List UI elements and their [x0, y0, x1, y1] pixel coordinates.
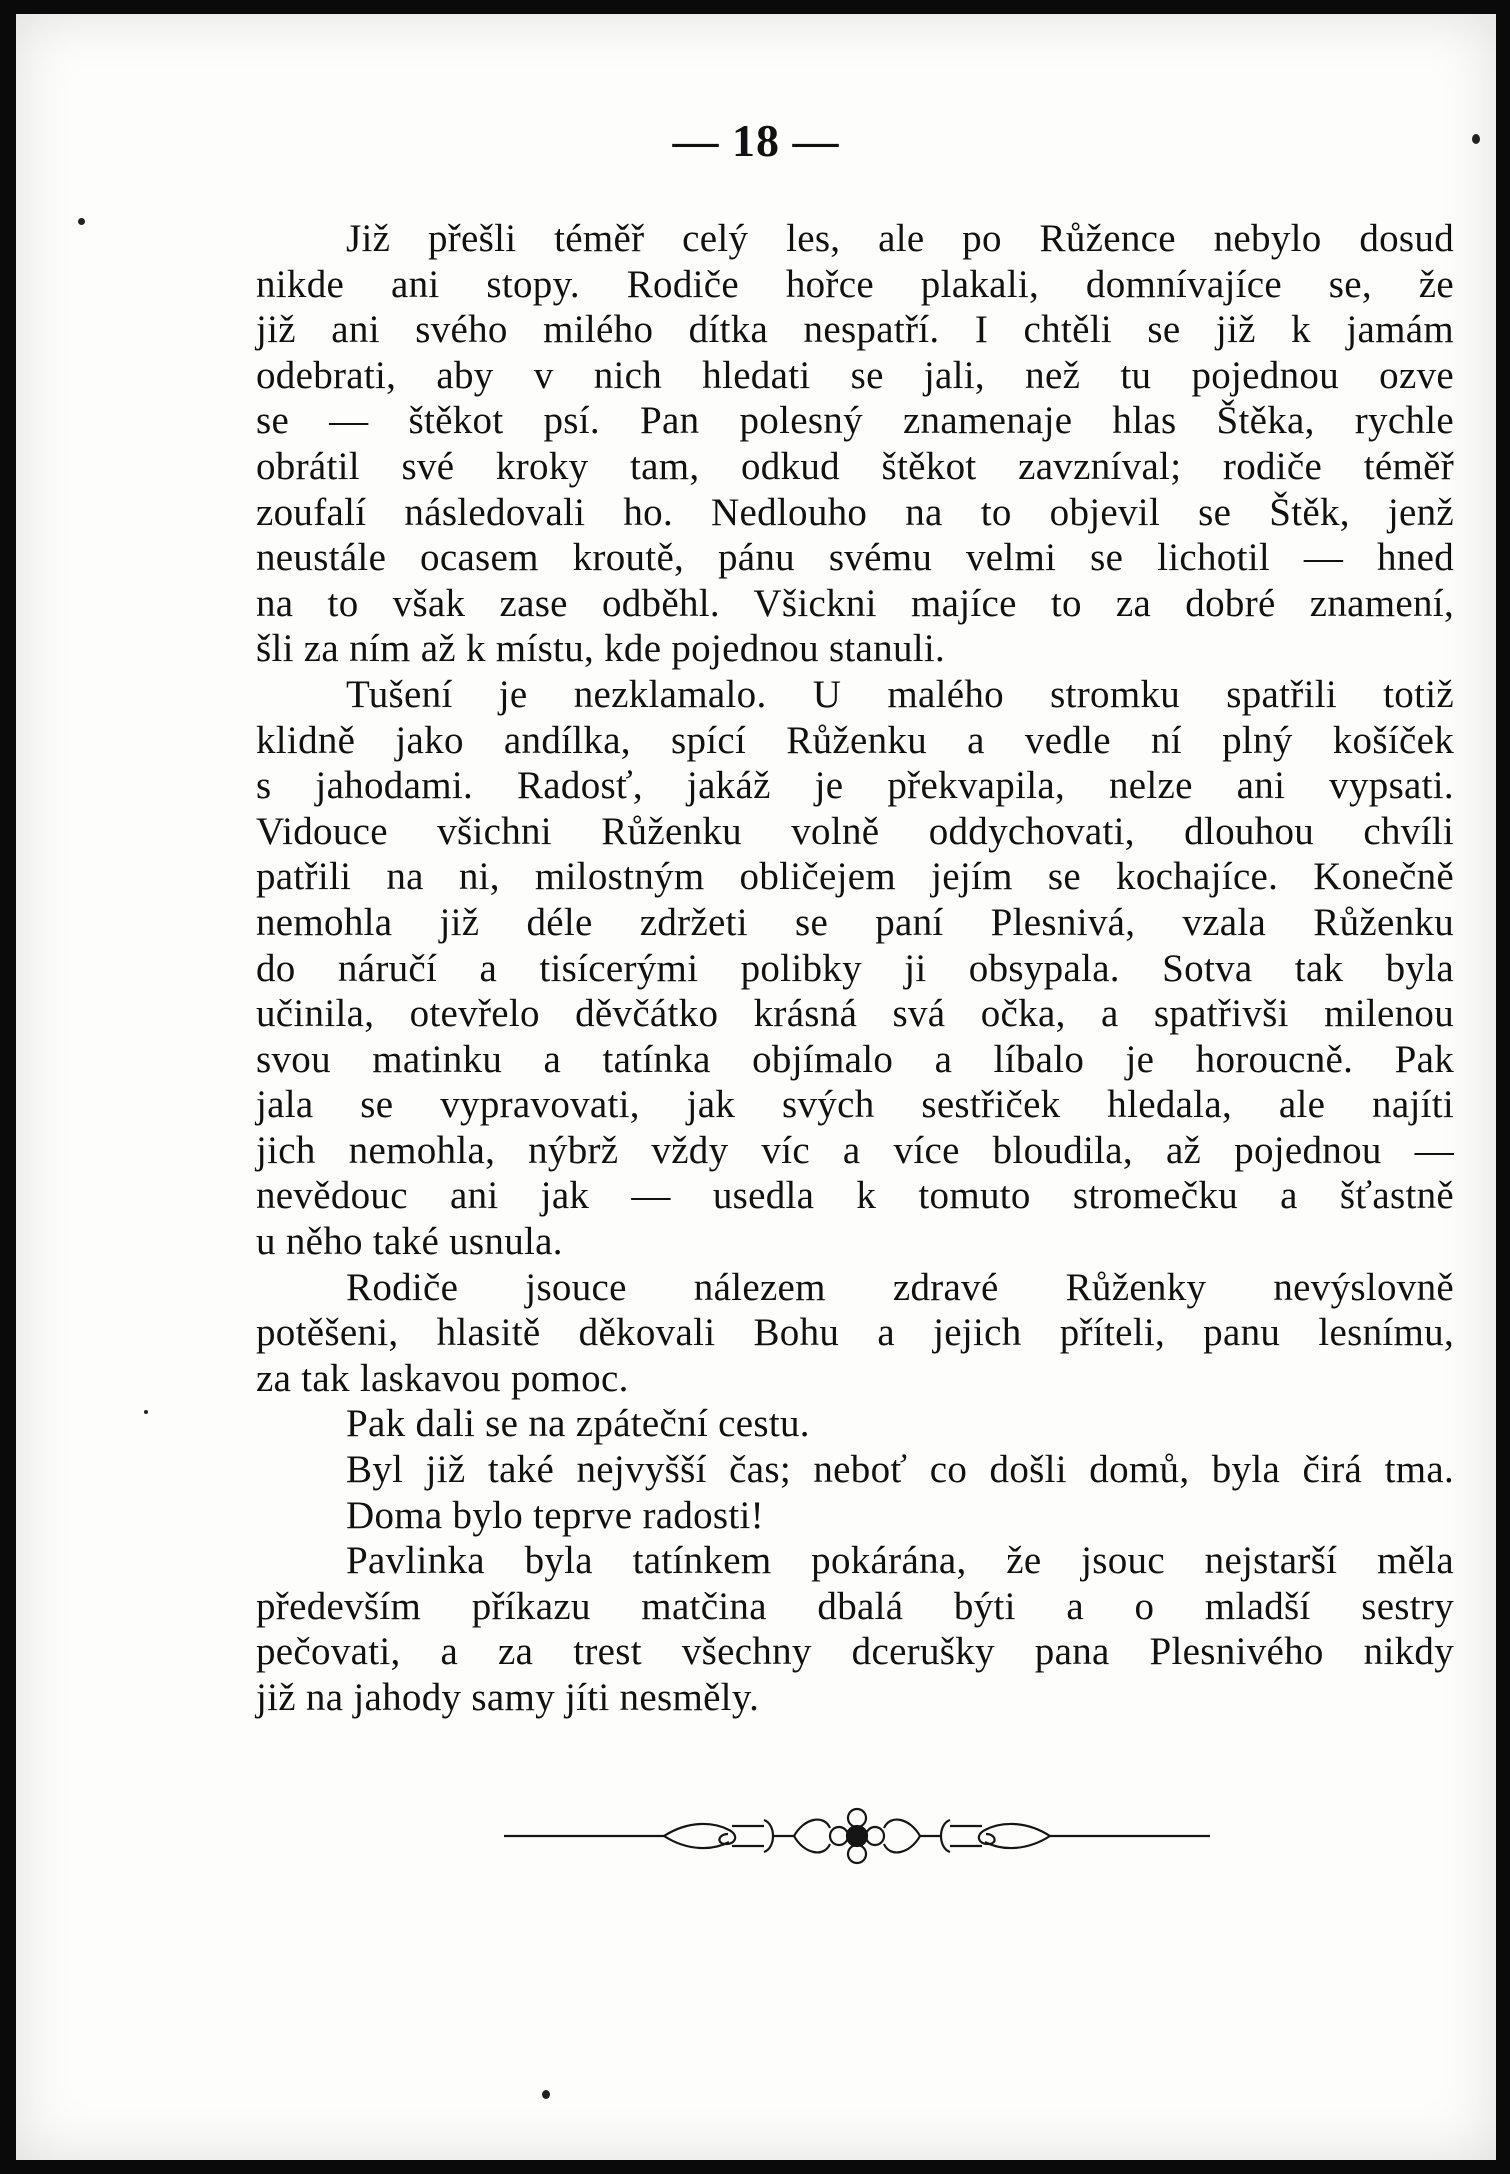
text-line: jich nemohla, nýbrž vždy víc a více bloudila, až pojednou — [256, 1128, 1454, 1172]
page-number: — 18 — [672, 115, 840, 166]
text-line: za tak laskavou pomoc. [256, 1356, 629, 1400]
text-line: u něho také usnula. [256, 1220, 563, 1264]
text-line: obrátil své kroky tam, odkud štěkot zavzníval; rodiče téměř [256, 444, 1454, 488]
text-line: klidně jako andílka, spící Růženku a vedle ní plný košíček [256, 718, 1454, 762]
text-line: neustále ocasem kroutě, pánu svému velmi se lichotil — hned [256, 536, 1454, 580]
decorative-ornament [504, 1800, 1210, 1870]
text-line: již ani svého milého dítka nespatří. I chtěli se již k jamám [256, 308, 1454, 352]
text-line: Již přešli téměř celý les, ale po Růžence nebylo dosud [346, 217, 1454, 260]
text-line: Pak dali se na zpáteční cestu. [346, 1402, 810, 1446]
text-line: svou matinku a tatínka objímalo a líbalo je horoucně. Pak [256, 1037, 1454, 1081]
text-line: Vidouce všichni Růženku volně oddychovati, dlouhou chvíli [256, 809, 1454, 853]
text-line: především příkazu matčina dbalá býti a o mladší sestry [256, 1584, 1454, 1628]
text-line: Byl již také nejvyšší čas; neboť co došli domů, byla čirá tma. [346, 1448, 1454, 1492]
text-line: nemohla již déle zdržeti se paní Plesnivá, vzala Růženku [256, 900, 1454, 944]
text-line: učinila, otevřelo děvčátko krásná svá očka, a spatřivši milenou [256, 992, 1454, 1036]
book-page [16, 14, 1496, 2160]
text-line: potěšeni, hlasitě děkovali Bohu a jejich příteli, panu lesnímu, [256, 1311, 1454, 1355]
text-line: na to však zase odběhl. Všickni majíce to za dobré znamení, [256, 581, 1454, 625]
paper-speck [542, 2090, 550, 2099]
text-line: do náručí a tisícerými polibky ji obsypala. Sotva tak byla [256, 946, 1454, 990]
text-line: šli za ním až k místu, kde pojednou stanuli. [256, 627, 946, 671]
text-line: odebrati, aby v nich hledati se jali, než tu pojednou ozve [256, 353, 1454, 397]
text-line: jala se vypravovati, jak svých sestřiček hledala, ale najíti [256, 1083, 1454, 1127]
paper-speck [78, 218, 85, 225]
text-line: zoufalí následovali ho. Nedlouho na to objevil se Štěk, jenž [256, 490, 1454, 534]
text-line: Doma bylo teprve radosti! [346, 1493, 764, 1537]
text-line: Rodiče jsouce nálezem zdravé Růženky nevýslovně [346, 1265, 1454, 1309]
text-line: nevědouc ani jak — usedla k tomuto stromečku a šťastně [256, 1174, 1454, 1218]
text-line: již na jahody samy jíti nesměly. [256, 1676, 760, 1719]
text-line: patřili na ni, milostným obličejem jejím se kochajíce. Konečně [256, 855, 1454, 899]
paper-speck [144, 1410, 148, 1414]
text-line: nikde ani stopy. Rodiče hořce plakali, domnívajíce se, že [256, 262, 1454, 306]
body-text [256, 216, 1454, 1721]
text-line: s jahodami. Radosť, jakáž je překvapila, nelze ani vypsati. [256, 764, 1454, 808]
paper-speck [1472, 134, 1480, 144]
text-line: Tušení je nezklamalo. U malého stromku spatřili totiž [346, 672, 1454, 716]
text-line: se — štěkot psí. Pan polesný znamenaje hlas Štěka, rychle [256, 399, 1454, 443]
text-line: pečovati, a za trest všechny dcerušky pana Plesnivého nikdy [256, 1630, 1454, 1674]
text-line: Pavlinka byla tatínkem pokárána, že jsouc nejstarší měla [346, 1539, 1454, 1583]
